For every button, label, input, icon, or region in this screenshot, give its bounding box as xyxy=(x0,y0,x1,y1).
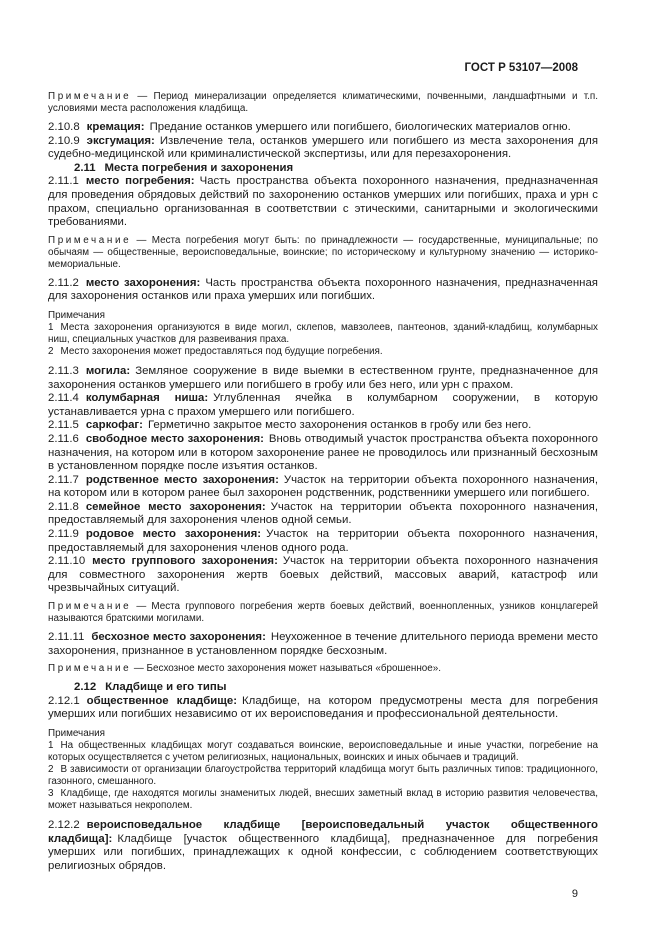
section-heading xyxy=(48,162,598,176)
notes-label: Примечания xyxy=(48,309,106,321)
term-paragraph xyxy=(48,474,598,501)
clause-number: 2.11.8 xyxy=(48,500,79,513)
clause-number: 2.11.9 xyxy=(48,528,79,541)
term-definition: Вновь отводимый участок пространства объекта похоронного назначения, на котором или в котором захоронение ранее не проводилось или признанный бесхозным в установленном порядке после изъятия останков. xyxy=(48,432,598,473)
clause-number: 2.12.1 xyxy=(48,694,80,707)
term-name: могила: xyxy=(85,364,131,377)
term-definition: Углубленная ячейка в колумбарном сооружении, в которую устанавливается урна с прахом умершего или погибшего. xyxy=(48,392,598,418)
term-definition: Неухоженное в течение длительного периода времени место захоронения, признанное в установленном порядке бесхозным. xyxy=(48,631,598,657)
term-name: кремация: xyxy=(86,121,145,133)
note-paragraph xyxy=(48,663,598,675)
term-name: свободное место захоронения: xyxy=(85,432,264,445)
term-paragraph xyxy=(48,419,598,433)
term-definition: Кладбище [участок общественного кладбища], предназначенное для погребения умерших или погибших, принадлежащих к одной конфессии, с соблюдением соответствующих религиозных обрядов. xyxy=(48,832,598,872)
term-definition: Кладбище, на котором предусмотрены места для погребения умерших или погибших независимо от их вероисповедания и профессиональной деятельности. xyxy=(48,694,598,721)
note-text: — Места погребения могут быть: по принадлежности — государственные, муниципальные; по обычаям — общественные, вероисповедальные, воинские; по историческому и культурному значению — историко-мемориальные. xyxy=(48,234,598,270)
term-definition: Участок на территории объекта похоронного назначения, на котором или в котором ранее был захоронен родственник, родственники умершего или погибшего. xyxy=(48,473,599,500)
heading-text: Кладбище и его типы xyxy=(105,681,227,694)
note-item xyxy=(48,764,598,788)
term-paragraph xyxy=(48,175,598,229)
note-text: — Бесхозное место захоронения может называться «брошенное». xyxy=(131,663,441,675)
note-paragraph xyxy=(48,91,598,115)
term-definition: Участок на территории объекта похоронного назначения, предоставляемый для захоронения членов одного рода. xyxy=(48,528,598,554)
notes-block xyxy=(48,728,598,812)
term-name: место погребения: xyxy=(85,175,195,188)
term-name: колумбарная ниша: xyxy=(85,392,209,405)
term-definition: Часть пространства объекта похоронного назначения, предназначенная для проведения обрядовых действий по захоронению останков умерших или погибших, праха и урн с прахом, специально организованная в соответствии с этическими, санитарными и экологическими требованиями. xyxy=(48,175,598,229)
term-definition: Извлечение тела, останков умершего или погибшего из места захоронения для судебно-медицинской или криминалистической экспертизы, или для перезахоронения. xyxy=(48,134,598,161)
note-item-number: 1 xyxy=(48,321,54,333)
note-item xyxy=(48,740,598,764)
term-paragraph xyxy=(48,819,598,873)
term-name: место захоронения: xyxy=(85,276,201,289)
term-paragraph xyxy=(48,501,598,528)
note-item-text: В зависимости от организации благоустройства территорий кладбища могут быть различных типов: традиционного, газонного, смешанного. xyxy=(48,764,598,787)
notes-label: Примечания xyxy=(48,728,106,739)
term-name: родственное место захоронения: xyxy=(85,473,279,486)
note-item xyxy=(48,788,598,812)
term-paragraph xyxy=(48,392,598,419)
clause-number: 2.11.2 xyxy=(48,276,79,289)
note-item-number: 2 xyxy=(48,345,54,357)
term-name: вероисповедальное кладбище [вероисповедальный участок общественного кладбища]: xyxy=(48,819,598,845)
page-number: 9 xyxy=(571,888,578,901)
term-definition: Предание останков умершего или погибшего, биологических материалов огню. xyxy=(149,121,571,133)
term-paragraph xyxy=(48,433,598,474)
term-paragraph xyxy=(48,631,598,658)
note-label: Примечание xyxy=(48,91,132,102)
term-paragraph xyxy=(48,695,598,722)
term-name: бесхозное место захоронения: xyxy=(91,631,266,644)
note-label: Примечание xyxy=(48,601,132,613)
term-paragraph xyxy=(48,277,598,304)
note-item-text: Место захоронения может предоставляться под будущие погребения. xyxy=(60,345,383,357)
note-item-number: 2 xyxy=(48,764,54,775)
doc-code: ГОСТ Р 53107—2008 xyxy=(464,62,578,74)
clause-number: 2.11.11 xyxy=(48,631,85,644)
note-item-text: На общественных кладбищах могут создаваться воинские, вероисповедальные и иные участки, погребение на которых осуществляется с учетом религиозных, национальных, воинских и иных обычаев и традиций. xyxy=(48,740,598,763)
note-text: — Места группового погребения жертв боевых действий, военнопленных, узников концлагерей называются братскими могилами. xyxy=(48,601,598,625)
note-item-text: Кладбище, где находятся могилы знаменитых людей, внесших заметный вклад в историю развития человечества, может называться некрополем. xyxy=(48,788,598,811)
note-text: — Период минерализации определяется климатическими, почвенными, ландшафтными и т.п. условиями места расположения кладбища. xyxy=(48,91,598,114)
term-name: саркофаг: xyxy=(85,419,143,432)
clause-number: 2.11.7 xyxy=(48,473,79,486)
document-content xyxy=(48,91,598,873)
note-label: Примечание xyxy=(48,663,132,675)
term-definition: Участок на территории объекта похоронного назначения, предоставляемый для захоронения членов одной семьи. xyxy=(48,500,598,527)
note-paragraph xyxy=(48,601,598,625)
term-name: родовое место захоронения: xyxy=(85,528,262,541)
clause-number: 2.11.3 xyxy=(48,364,79,377)
term-name: эксгумация: xyxy=(86,134,155,147)
term-definition: Герметично закрытое место захоронения останков в гробу или без него. xyxy=(147,419,532,432)
notes-block xyxy=(48,310,598,358)
term-name: семейное место захоронения: xyxy=(85,500,266,513)
term-definition: Часть пространства объекта похоронного назначения, предназначенная для захоронения останков или праха умерших или погибших. xyxy=(48,276,598,303)
note-item xyxy=(48,346,598,358)
clause-number: 2.11.5 xyxy=(48,419,79,432)
heading-number: 2.11 xyxy=(74,161,96,174)
clause-number: 2.10.8 xyxy=(48,121,80,133)
clause-number: 2.10.9 xyxy=(48,134,80,147)
note-item xyxy=(48,322,598,346)
heading-text: Места погребения и захоронения xyxy=(104,161,294,174)
term-definition: Земляное сооружение в виде выемки в естественном грунте, предназначенное для захоронения останков умершего или погибшего в гробу или без него, или урн с прахом. xyxy=(48,364,598,391)
term-paragraph xyxy=(48,121,598,135)
term-paragraph xyxy=(48,528,598,555)
note-item-number: 3 xyxy=(48,788,54,799)
term-definition: Участок на территории объекта похоронного назначения для совместного захоронения жертв боевых действий, массовых аварий, катастроф или чрезвычайных ситуаций. xyxy=(48,555,598,595)
clause-number: 2.11.1 xyxy=(48,175,79,188)
term-paragraph xyxy=(48,365,598,392)
term-name: место группового захоронения: xyxy=(92,555,278,568)
clause-number: 2.11.4 xyxy=(48,392,79,405)
note-paragraph xyxy=(48,235,598,271)
page-header xyxy=(48,62,598,75)
clause-number: 2.11.10 xyxy=(48,555,86,568)
note-item-text: Места захоронения организуются в виде могил, склепов, мавзолеев, пантеонов, зданий-кладбищ, колумбарных ниш, специальных участков для развеивания праха. xyxy=(48,321,598,345)
term-name: общественное кладбище: xyxy=(86,694,238,707)
note-label: Примечание xyxy=(48,234,132,246)
note-item-number: 1 xyxy=(48,740,54,751)
section-heading xyxy=(48,681,598,695)
term-paragraph xyxy=(48,555,598,596)
page-footer xyxy=(48,888,598,900)
clause-number: 2.12.2 xyxy=(48,819,80,831)
term-paragraph xyxy=(48,135,598,162)
clause-number: 2.11.6 xyxy=(48,432,79,445)
heading-number: 2.12 xyxy=(74,681,97,694)
